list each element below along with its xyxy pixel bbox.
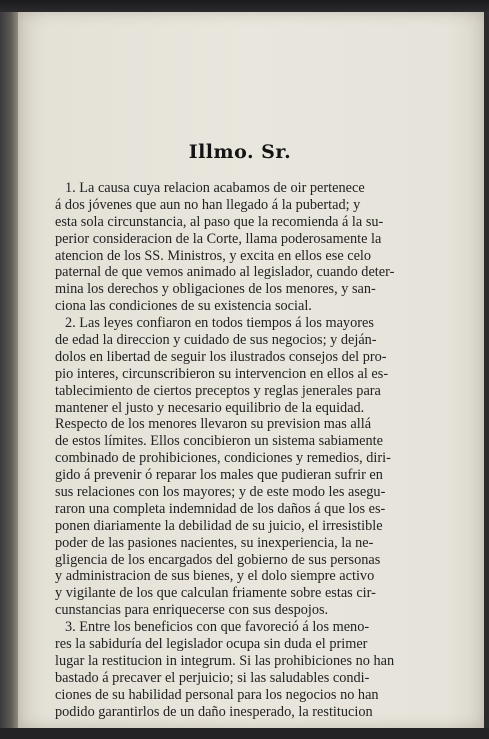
text-line: ciona las condiciones de su existencia social. — [55, 298, 312, 315]
text-line: ponen diariamente la debilidad de su juicio, el irresistible — [55, 517, 383, 534]
text-line: mantener el justo y necesario equilibrio de la equidad. — [55, 399, 365, 416]
text-line: mina los derechos y obligaciones de los menores, y san- — [55, 281, 376, 298]
text-line: combinado de prohibiciones, condiciones y remedios, diri- — [55, 450, 391, 467]
text-line: y administracion de sus bienes, y el dolo siempre activo — [55, 568, 375, 585]
text-line: dolos en libertad de seguir los ilustrados consejos del pro- — [55, 348, 387, 365]
text-line: paternal de que vemos animado al legislador, cuando deter- — [55, 264, 395, 281]
text-line: lugar la restitucion in integrum. Si las prohibiciones no han — [55, 652, 395, 669]
text-line: res la sabiduría del legislador ocupa sin duda el primer — [55, 636, 368, 653]
text-line: 1. La causa cuya relacion acabamos de oir pertenece — [65, 180, 365, 196]
text-line: podido garantirlos de un daño inesperado, la restitucion — [55, 703, 373, 720]
text-line: Respecto de los menores llevaron su prevision mas allá — [55, 416, 372, 433]
text-line: esta sola circunstancia, al paso que la recomienda á la su- — [55, 213, 384, 230]
text-line: de estos límites. Ellos concibieron un sistema sabiamente — [55, 433, 383, 450]
text-line: ciones de su habilidad personal para los negocios no han — [55, 686, 379, 703]
text-line: 3. Entre los beneficios con que favoreció á los meno- — [65, 619, 370, 636]
text-line: á dos jóvenes que aun no han llegado á la pubertad; y — [55, 196, 361, 213]
background-bottom-edge — [0, 728, 489, 739]
text-line: tablecimiento de ciertos preceptos y reglas jenerales para — [55, 382, 381, 399]
text-line: bastado á precaver el perjuicio; si las saludables condi- — [55, 669, 370, 686]
text-line: de edad la direccion y cuidado de sus negocios; y deján- — [55, 332, 377, 349]
book-spine — [0, 12, 18, 728]
text-line: cunstancias para enriquecerse con sus despojos. — [55, 602, 329, 619]
text-line: y vigilante de los que calculan friamente sobre estas cir- — [55, 585, 376, 602]
page-title: Illmo. Sr. — [188, 141, 292, 163]
body-text — [55, 180, 425, 721]
text-line: gligencia de los encargados del gobierno de sus personas — [55, 551, 381, 568]
text-line: gido á prevenir ó reparar los males que pudieran sufrir en — [55, 467, 383, 484]
text-line: perior consideracion de la Corte, llama poderosamente la — [55, 230, 382, 247]
text-line: poder de las pasiones nacientes, su inexperiencia, la ne- — [55, 534, 374, 551]
text-line: 2. Las leyes confiaron en todos tiempos á los mayores — [65, 315, 374, 332]
text-line: raron una completa indemnidad de los daños á que los es- — [55, 500, 386, 517]
text-line: sus relaciones con los mayores; y de este modo les asegu- — [55, 484, 386, 501]
text-line: atencion de los SS. Ministros, y excita en ellos ese celo — [55, 247, 372, 264]
text-line: pio interes, circunscribieron su intervencion en ellos al es- — [55, 365, 389, 382]
